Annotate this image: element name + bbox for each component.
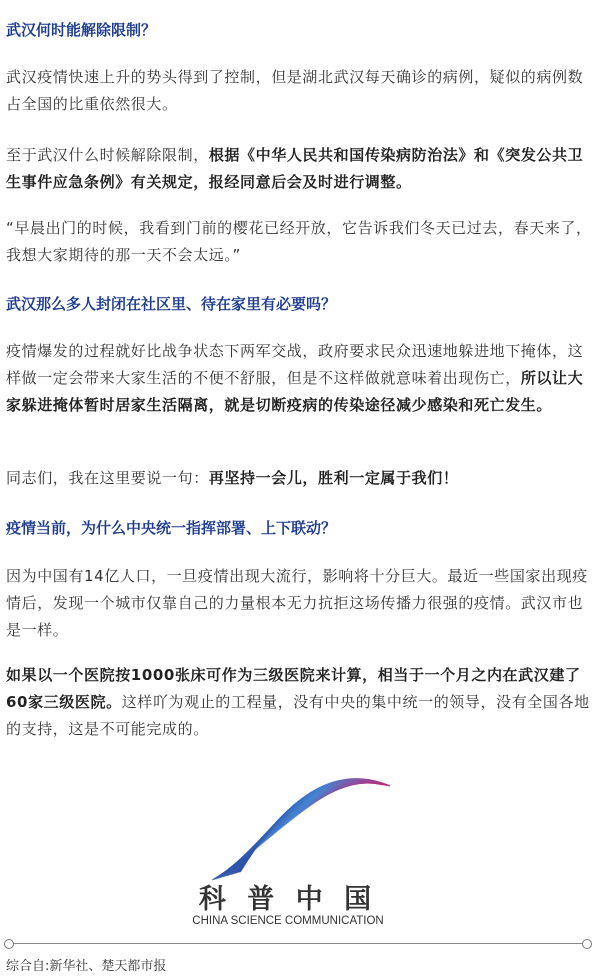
logo-wave-strand — [225, 783, 374, 876]
paragraph — [6, 338, 596, 419]
text-run: 至于武汉什么时候解除限制， — [6, 146, 209, 164]
bold-text-run: 如果以一个医院按1000张床可作为三级医院来计算，相当于一个月之内在武汉建了60家三级医院。 — [6, 666, 581, 711]
logo-cn-text: 科 普 中 国 — [198, 884, 378, 915]
paragraph: 武汉疫情快速上升的势头得到了控制，但是湖北武汉每天确诊的病例，疑似的病例数占全国的比重依然很大。 — [6, 68, 584, 113]
section-heading: 疫情当前，为什么中央统一指挥部署、上下联动？ — [6, 519, 337, 537]
paragraph — [6, 662, 596, 743]
section-heading: 武汉何时能解除限制？ — [6, 21, 157, 39]
logo-wave-strand — [228, 783, 377, 876]
kepu-china-logo — [160, 752, 420, 927]
bold-text-run: 根据《中华人民共和国传染病防治法》和《突发公共卫生事件应急条例》有关规定，报经同意后会及时进行调整。 — [6, 146, 584, 191]
text-run: 疫情爆发的过程就好比战争状态下两军交战，政府要求民众迅速地躲进地下掩体，这样做一定会带来大家生活的不便不舒服，但是不这样做就意味着出现伤亡， — [6, 342, 584, 387]
paragraph — [6, 142, 596, 196]
text-run: 同志们，我在这里要说一句： — [6, 469, 209, 487]
paragraph — [6, 465, 596, 492]
footer-divider — [6, 943, 590, 944]
text-run: 这样吖为观止的工程量，没有中央的集中统一的领导，没有全国各地的支持，这是不可能完成的。 — [6, 693, 590, 738]
logo-wave-graphic — [160, 752, 420, 927]
paragraph: 因为中国有14亿人口，一旦疫情出现大流行，影响将十分巨大。最近一些国家出现疫情后，发现一个城市仅靠自己的力量根本无力抗拒这场传播力很强的疫情。武汉市也是一样。 — [6, 567, 588, 639]
bold-text-run: 再坚持一会儿，胜利一定属于我们！ — [208, 469, 459, 487]
divider-left-dot — [4, 939, 14, 949]
divider-right-dot — [582, 939, 592, 949]
quote-paragraph: “早晨出门的时候，我看到门前的樱花已经开放，它告诉我们冬天已过去，春天来了，我想大家期待的那一天不会太远。” — [6, 219, 592, 264]
section-heading: 武汉那么多人封闭在社区里、待在家里有必要吗？ — [6, 295, 337, 313]
source-attribution: 综合自:新华社、楚天都市报 — [6, 959, 167, 974]
logo-en-text: CHINA SCIENCE COMMUNICATION — [192, 915, 384, 927]
logo-wave-strand — [227, 783, 376, 876]
logo-wave-strand — [237, 780, 387, 872]
bold-text-run: 所以让大家躲进掩体暂时居家生活隔离，就是切断疫病的传染途径减少感染和死亡发生。 — [6, 369, 584, 414]
